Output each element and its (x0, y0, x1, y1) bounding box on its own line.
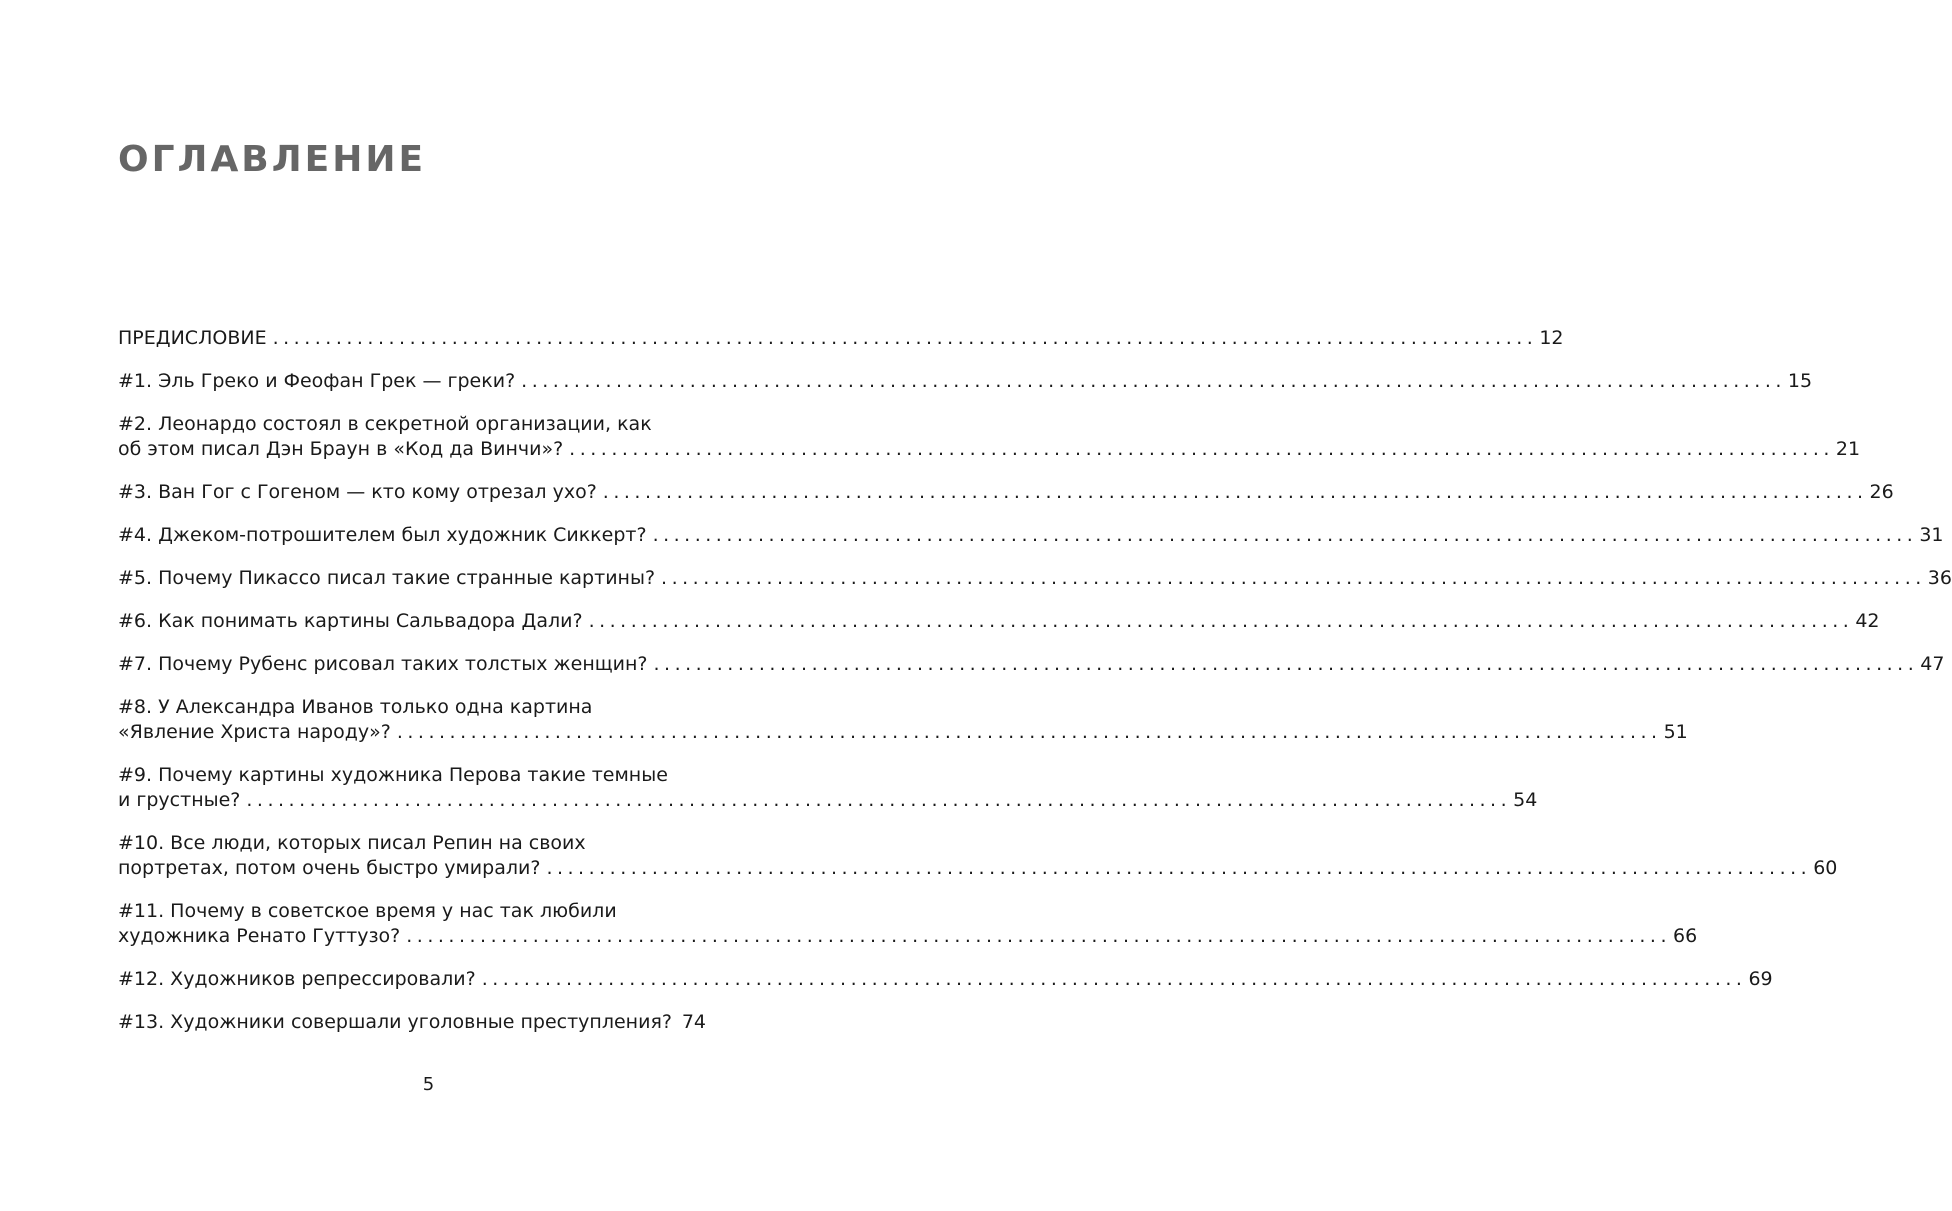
dot-leader: ........................................................................................................................ (246, 789, 1512, 811)
toc-entry-page-number: 60 (1813, 857, 1838, 879)
dot-leader: ........................................................................................................................ (406, 925, 1672, 947)
toc-entry-row (118, 437, 1861, 462)
toc-entry-title-line: #7. Почему Рубенс рисовал таких толстых женщин? (118, 653, 648, 675)
toc-entry-title-line: #9. Почему картины художника Перова такие темные (118, 764, 668, 786)
dot-leader: ........................................................................................................................ (396, 721, 1662, 743)
toc-entry-title-line: #5. Почему Пикассо писал такие странные картины? (118, 567, 656, 589)
toc-entry-title-line: #10. Все люди, которых писал Репин на своих (118, 832, 586, 854)
page-title: ОГЛАВЛЕНИЕ (118, 139, 427, 180)
toc-entry-row (118, 480, 1894, 505)
toc-entry[interactable] (118, 652, 1945, 677)
toc-entry-page-number: 26 (1869, 481, 1894, 503)
toc-entry[interactable] (118, 695, 1688, 745)
toc-entry[interactable] (118, 899, 1698, 949)
toc-entry-page-number: 12 (1539, 327, 1564, 349)
toc-entry-page-number: 69 (1748, 968, 1773, 990)
toc-entry-row (118, 652, 1945, 677)
dot-leader: ........................................................................................................................ (588, 610, 1854, 632)
toc-entry-row (118, 369, 1813, 394)
table-of-contents (118, 326, 1952, 1053)
toc-entry-page-number: 54 (1513, 789, 1538, 811)
toc-entry-title-line: #11. Почему в советское время у нас так любили (118, 900, 617, 922)
toc-entry-title-line: «Явление Христа народу»? (118, 721, 391, 743)
toc-entry-page-number: 51 (1663, 721, 1688, 743)
toc-entry-title-line: #6. Как понимать картины Сальвадора Дали? (118, 610, 583, 632)
toc-entry[interactable] (118, 326, 1564, 351)
toc-entry-title-line: портретах, потом очень быстро умирали? (118, 857, 541, 879)
toc-entry[interactable] (118, 566, 1952, 591)
toc-entry-title-line: #3. Ван Гог с Гогеном — кто кому отрезал ухо? (118, 481, 597, 503)
toc-entry-row (118, 326, 1564, 351)
toc-entry-title-line: #2. Леонардо состоял в секретной организации, как (118, 413, 652, 435)
toc-entry-row (118, 924, 1698, 949)
toc-entry[interactable] (118, 369, 1813, 394)
toc-entry-page-number: 15 (1787, 370, 1813, 392)
dot-leader: ........................................................................................................................ (652, 524, 1918, 546)
dot-leader: ........................................................................................................................ (602, 481, 1868, 503)
toc-entry-title-line: ПРЕДИСЛОВИЕ (118, 327, 267, 349)
toc-entry-row (118, 566, 1952, 591)
toc-entry[interactable] (118, 523, 1944, 548)
toc-entry-row (118, 856, 1838, 881)
dot-leader: ........................................................................................................................ (661, 567, 1926, 589)
dot-leader: ........................................................................................................................ (521, 370, 1786, 392)
toc-entry-title-line: #4. Джеком-потрошителем был художник Сиккерт? (118, 524, 647, 546)
dot-leader: ........................................................................................................................ (272, 327, 1538, 349)
toc-entry-title-line: #13. Художники совершали уголовные преступления? (118, 1011, 672, 1033)
toc-entry-title-line: #8. У Александра Иванов только одна картина (118, 696, 593, 718)
toc-entry-page-number: 31 (1919, 524, 1944, 546)
toc-entry[interactable] (118, 831, 1838, 881)
toc-entry-page-number: 42 (1855, 610, 1880, 632)
page-number: 5 (422, 1074, 435, 1095)
dot-leader: ........................................................................................................................ (569, 438, 1834, 460)
toc-entry-page-number: 36 (1927, 567, 1952, 589)
toc-entry[interactable] (118, 412, 1861, 462)
toc-entry-title-line: #12. Художников репрессировали? (118, 968, 476, 990)
dot-leader: ........................................................................................................................ (546, 857, 1812, 879)
toc-entry[interactable] (118, 1010, 706, 1035)
toc-entry-title-line: и грустные? (118, 789, 241, 811)
toc-entry-row (118, 1010, 706, 1035)
toc-entry-row (118, 967, 1773, 992)
toc-entry[interactable] (118, 480, 1894, 505)
toc-entry-page-number: 21 (1835, 438, 1861, 460)
toc-entry[interactable] (118, 609, 1880, 634)
dot-leader: ........................................................................................................................ (481, 968, 1747, 990)
toc-entry-title-line: художника Ренато Гуттузо? (118, 925, 401, 947)
toc-entry-title-line: #1. Эль Греко и Феофан Грек — греки? (118, 370, 516, 392)
toc-entry-row (118, 788, 1538, 813)
toc-entry-page-number: 66 (1673, 925, 1698, 947)
dot-leader: ........................................................................................................................ (653, 653, 1919, 675)
dot-leader (678, 1010, 680, 1035)
toc-entry-page-number: 47 (1920, 653, 1945, 675)
toc-entry-title-line: об этом писал Дэн Браун в «Код да Винчи»? (118, 438, 564, 460)
toc-entry[interactable] (118, 763, 1538, 813)
toc-entry-row (118, 523, 1944, 548)
toc-entry-row (118, 609, 1880, 634)
toc-entry-page-number: 74 (681, 1011, 706, 1033)
toc-entry-row (118, 720, 1688, 745)
toc-entry[interactable] (118, 967, 1773, 992)
